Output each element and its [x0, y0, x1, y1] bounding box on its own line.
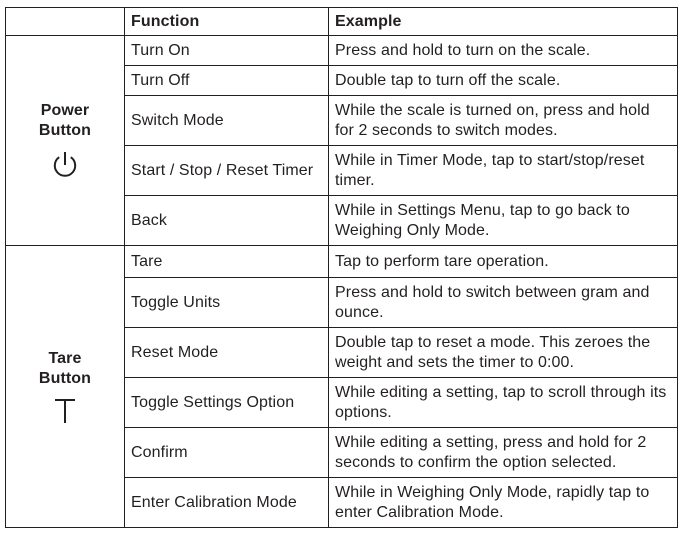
group-label: Power Button: [38, 101, 92, 139]
power-icon: [51, 149, 79, 181]
function-cell: Toggle Units: [125, 278, 329, 328]
group-cell-power-button: [6, 36, 125, 246]
example-cell: Double tap to reset a mode. This zeroes the weight and sets the timer to 0:00.: [329, 328, 678, 378]
example-cell: Press and hold to turn on the scale.: [329, 36, 678, 66]
function-cell: Confirm: [125, 428, 329, 478]
example-cell: Press and hold to switch between gram and ounce.: [329, 278, 678, 328]
function-cell: Switch Mode: [125, 96, 329, 146]
group-label: Tare Button: [38, 349, 92, 387]
header-blank-cell: [6, 8, 125, 36]
example-cell: While editing a setting, tap to scroll through its options.: [329, 378, 678, 428]
tare-t-icon: [53, 397, 77, 425]
group-cell-tare-button: [6, 246, 125, 528]
function-cell: Start / Stop / Reset Timer: [125, 146, 329, 196]
header-row: [6, 8, 678, 36]
example-cell: While in Weighing Only Mode, rapidly tap to enter Calibration Mode.: [329, 478, 678, 528]
button-functions-table-wrapper: [5, 7, 678, 528]
example-cell: While editing a setting, press and hold for 2 seconds to confirm the option selected.: [329, 428, 678, 478]
example-cell: While in Settings Menu, tap to go back to Weighing Only Mode.: [329, 196, 678, 246]
function-cell: Turn Off: [125, 66, 329, 96]
example-cell: While the scale is turned on, press and hold for 2 seconds to switch modes.: [329, 96, 678, 146]
function-cell: Toggle Settings Option: [125, 378, 329, 428]
example-cell: While in Timer Mode, tap to start/stop/reset timer.: [329, 146, 678, 196]
table-row: [6, 36, 678, 66]
function-cell: Enter Calibration Mode: [125, 478, 329, 528]
table-row: [6, 246, 678, 278]
button-functions-table: [5, 7, 678, 528]
function-cell: Turn On: [125, 36, 329, 66]
header-function: Function: [125, 8, 329, 36]
function-cell: Reset Mode: [125, 328, 329, 378]
function-cell: Tare: [125, 246, 329, 278]
header-example: Example: [329, 8, 678, 36]
function-cell: Back: [125, 196, 329, 246]
example-cell: Double tap to turn off the scale.: [329, 66, 678, 96]
example-cell: Tap to perform tare operation.: [329, 246, 678, 278]
